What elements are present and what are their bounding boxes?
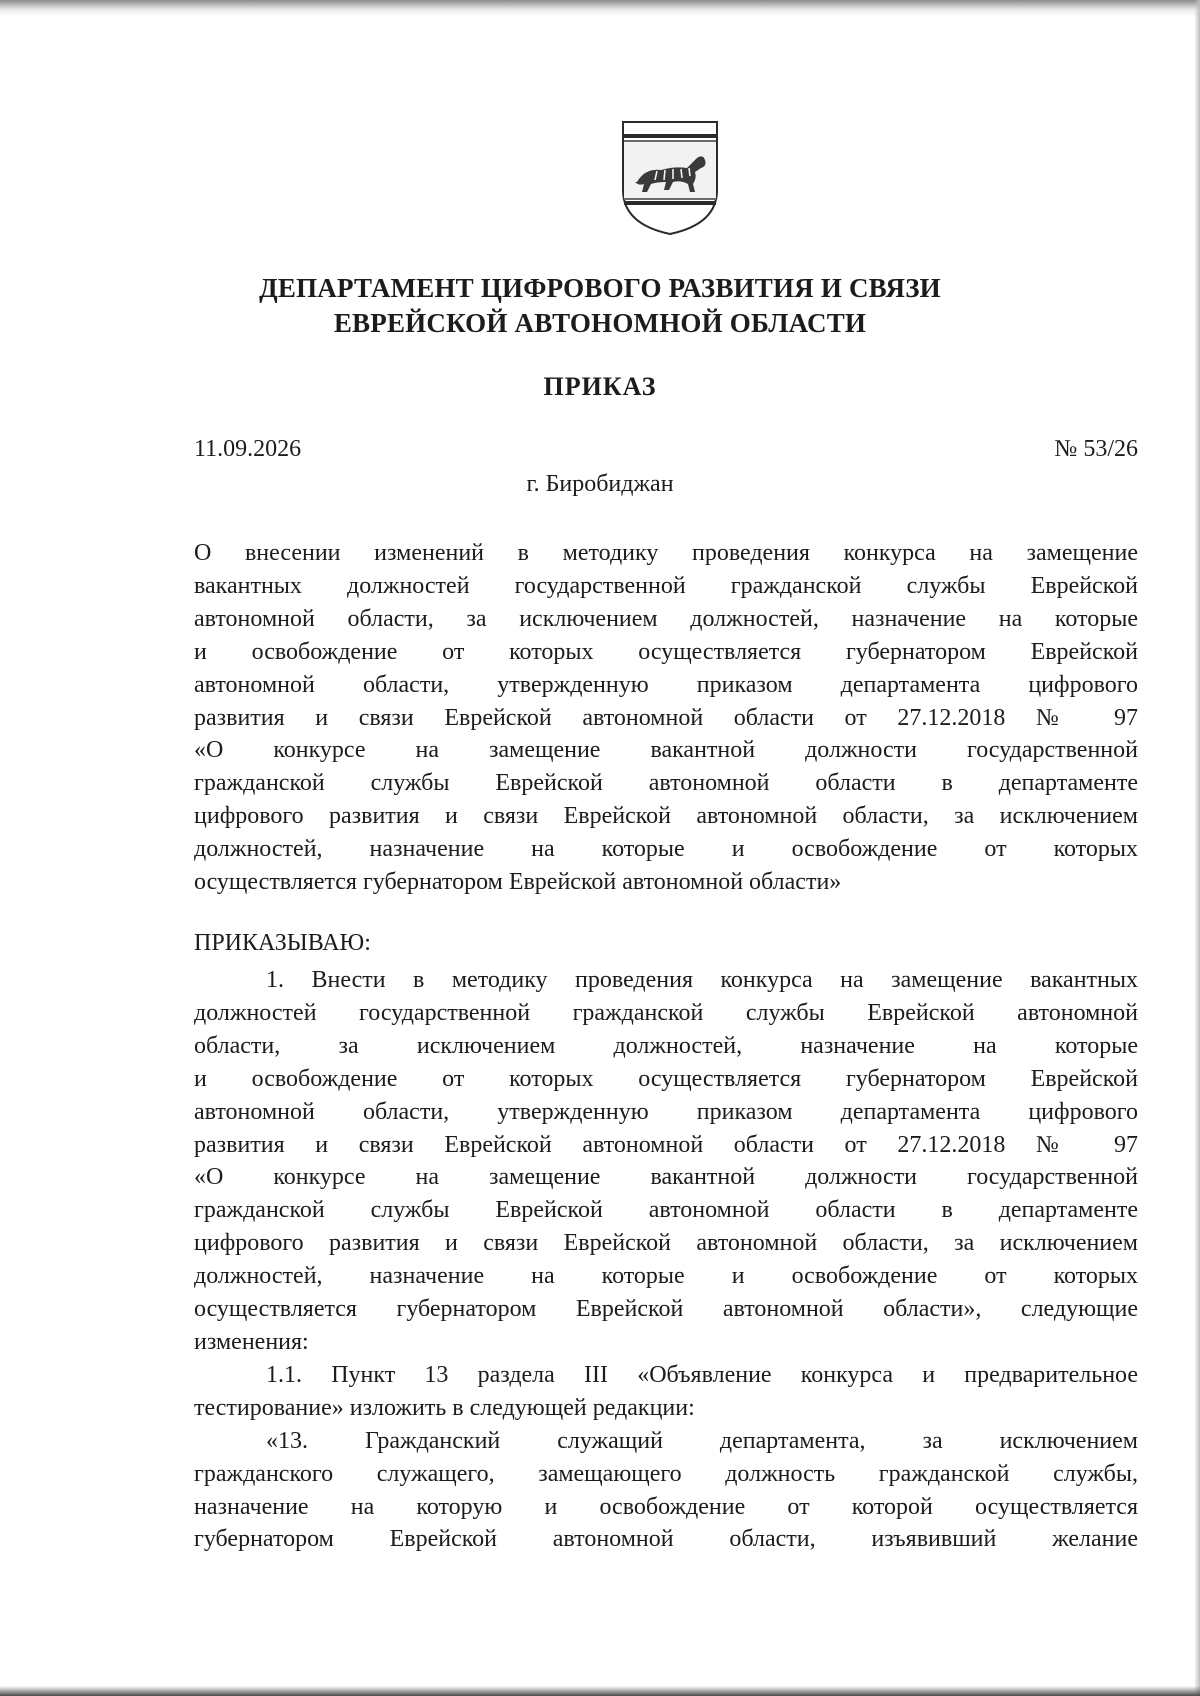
body-line: области, за исключением должностей, назначение на которые xyxy=(194,1032,1138,1059)
subject-line: развития и связи Еврейской автономной области от 27.12.2018 № 97 xyxy=(194,704,1138,731)
body-line: развития и связи Еврейской автономной области от 27.12.2018 № 97 xyxy=(194,1131,1138,1158)
subject-line: должностей, назначение на которые и освобождение от которых xyxy=(194,836,1138,863)
subject-line: автономной области, за исключением должностей, назначение на которые xyxy=(194,605,1138,632)
department-name-line2: ЕВРЕЙСКОЙ АВТОНОМНОЙ ОБЛАСТИ xyxy=(333,308,867,338)
body-line: тестирование» изложить в следующей редакции: xyxy=(194,1394,695,1421)
body-line: 1.1. Пункт 13 раздела III «Объявление конкурса и предварительное xyxy=(266,1361,1138,1388)
scan-shadow-top xyxy=(0,0,1200,16)
document-date: 11.09.2026 xyxy=(194,436,302,462)
subject-line: «О конкурсе на замещение вакантной должности государственной xyxy=(194,737,1138,764)
subject-line: гражданской службы Еврейской автономной области в департаменте xyxy=(194,770,1138,797)
subject-line: вакантных должностей государственной гражданской службы Еврейской xyxy=(194,572,1138,599)
document-number: № 53/26 xyxy=(1054,436,1138,462)
order-body xyxy=(194,964,1138,1556)
order-keyword: ПРИКАЗЫВАЮ: xyxy=(194,930,371,956)
coat-of-arms-icon xyxy=(617,118,723,238)
body-line: должностей, назначение на которые и освобождение от которых xyxy=(194,1263,1138,1290)
body-line: должностей государственной гражданской службы Еврейской автономной xyxy=(194,999,1138,1026)
body-line: 1. Внести в методику проведения конкурса на замещение вакантных xyxy=(266,967,1138,993)
body-line: «13. Гражданский служащий департамента, за исключением xyxy=(266,1427,1138,1454)
subject-line: О внесении изменений в методику проведения конкурса на замещение xyxy=(194,540,1138,566)
scan-shadow-bottom xyxy=(0,1686,1200,1696)
body-line: губернатором Еврейской автономной области, изъявивший желание xyxy=(194,1526,1138,1553)
subject-line: и освобождение от которых осуществляется губернатором Еврейской xyxy=(194,638,1138,665)
document-type-title: ПРИКАЗ xyxy=(543,372,657,401)
body-line: гражданской службы Еврейской автономной области в департаменте xyxy=(194,1197,1138,1224)
subject-line: осуществляется губернатором Еврейской автономной области» xyxy=(194,869,842,896)
body-line: «О конкурсе на замещение вакантной должности государственной xyxy=(194,1164,1138,1191)
body-line: автономной области, утвержденную приказом департамента цифрового xyxy=(194,1098,1138,1125)
body-line: осуществляется губернатором Еврейской автономной области», следующие xyxy=(194,1296,1138,1323)
department-name-line1: ДЕПАРТАМЕНТ ЦИФРОВОГО РАЗВИТИЯ И СВЯЗИ xyxy=(259,273,941,303)
body-line: и освобождение от которых осуществляется губернатором Еврейской xyxy=(194,1065,1138,1092)
body-line: гражданского служащего, замещающего должность гражданской службы, xyxy=(194,1460,1138,1487)
subject-line: цифрового развития и связи Еврейской автономной области, за исключением xyxy=(194,803,1138,830)
body-line: изменения: xyxy=(194,1328,309,1355)
document-city: г. Биробиджан xyxy=(526,471,674,497)
body-line: назначение на которую и освобождение от которой осуществляется xyxy=(194,1493,1138,1520)
subject-line: автономной области, утвержденную приказом департамента цифрового xyxy=(194,671,1138,698)
body-line: цифрового развития и связи Еврейской автономной области, за исключением xyxy=(194,1230,1138,1257)
order-subject xyxy=(194,537,1138,899)
scan-shadow-right xyxy=(1194,0,1200,1696)
